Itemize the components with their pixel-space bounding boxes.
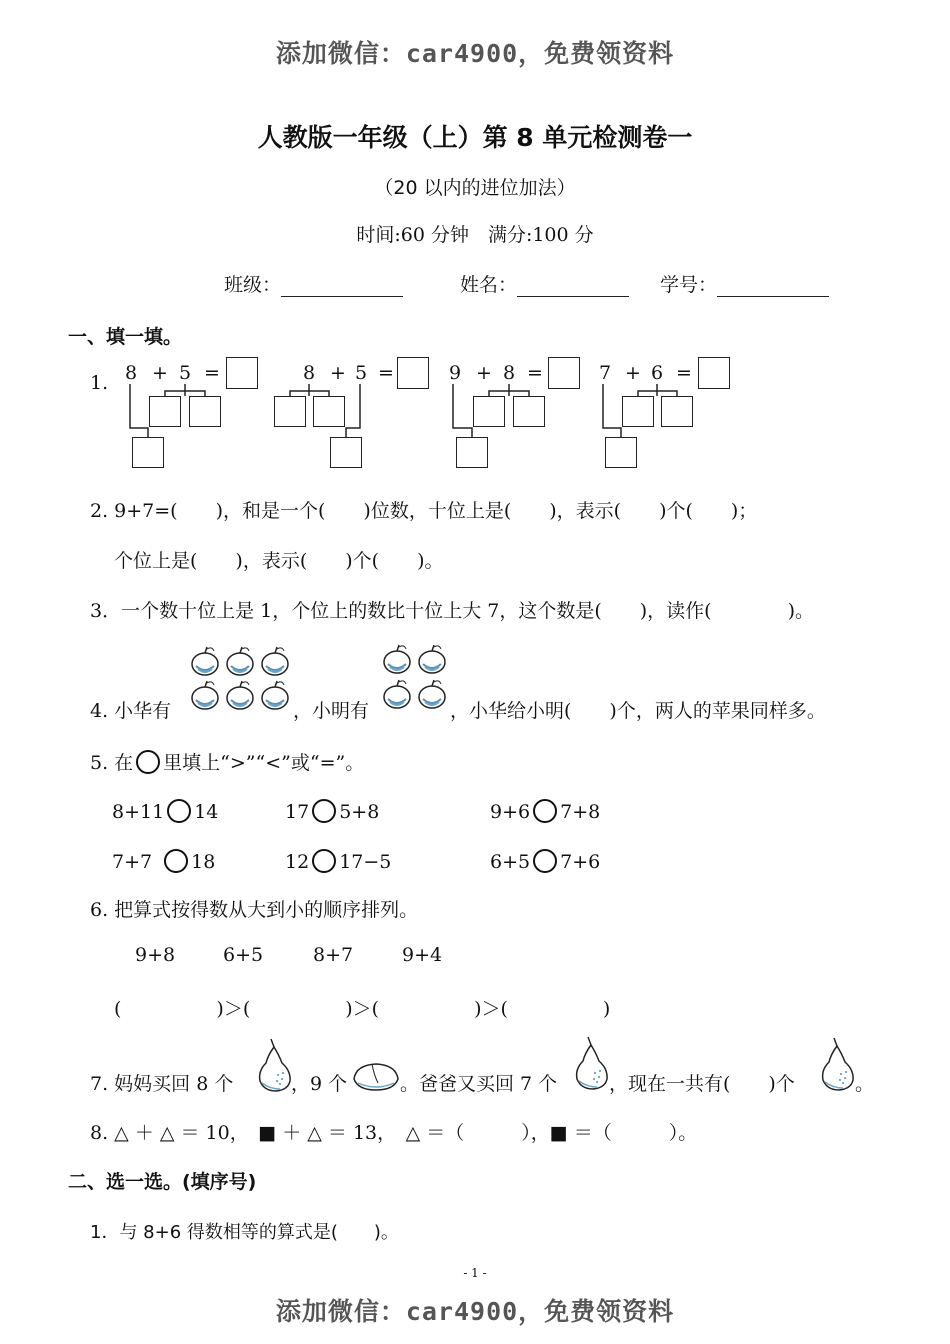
q2-line-2: 个位上是( )，表示( )个( )。 (114, 550, 444, 572)
name-label: 姓名： (460, 274, 518, 296)
q5-right: 18 (191, 851, 216, 873)
q5-right: 5+8 (339, 801, 380, 823)
q1-p4-b: 6 (651, 362, 664, 384)
q5-left: 12 (285, 851, 310, 873)
q5-item (490, 849, 600, 873)
q1-p2-split-box-right[interactable] (313, 396, 345, 427)
circle-icon (136, 750, 160, 774)
q5-right: 7+8 (560, 801, 601, 823)
q8: 8. △ ＋ △ ＝ 10， ■ ＋ △ ＝ 13， △ ＝（ ），■ ＝（ ）。 (90, 1122, 698, 1144)
q5-item (285, 799, 379, 823)
q5-item (285, 849, 391, 873)
q1-p4-op: + (625, 362, 641, 384)
q1-p3-answer-box[interactable] (548, 357, 580, 389)
q5-right: 7+6 (560, 851, 601, 873)
compare-circle[interactable] (164, 849, 188, 873)
q5-item (490, 799, 600, 823)
compare-circle[interactable] (312, 849, 336, 873)
q1-p1-a: 8 (125, 362, 138, 384)
peach-icon (354, 1064, 398, 1090)
q1-p1-eq: = (204, 362, 220, 384)
q7-part-5: 。 (855, 1073, 875, 1095)
q5-right: 17−5 (339, 851, 392, 873)
q1-p3-b: 8 (503, 362, 516, 384)
q1-p1-ten-box[interactable] (132, 437, 164, 468)
pear-icon (260, 1039, 291, 1091)
pear-icon (577, 1037, 608, 1089)
compare-circle[interactable] (533, 849, 557, 873)
student-id-blank[interactable] (717, 276, 829, 297)
q5-prompt-a: 5. 在 (90, 752, 134, 774)
q6-expr: 9+4 (402, 944, 443, 966)
class-field (224, 270, 403, 297)
q1-p1-op: + (152, 362, 168, 384)
q6-order-line: ( )＞( )＞( )＞( ) (114, 998, 611, 1020)
q1-p2-split-box-left[interactable] (274, 396, 306, 427)
compare-circle[interactable] (312, 799, 336, 823)
q1-p3-a: 9 (449, 362, 462, 384)
exam-meta: 时间:60 分钟 满分:100 分 (356, 224, 594, 246)
compare-circle[interactable] (167, 799, 191, 823)
q1-p4-answer-box[interactable] (698, 357, 730, 389)
q5-left: 17 (285, 801, 310, 823)
xiaohua-apples-group (192, 647, 288, 709)
q1-p2-answer-box[interactable] (397, 357, 429, 389)
q1-p3-split-box-left[interactable] (473, 396, 505, 427)
q1-p1-split-box-right[interactable] (189, 396, 221, 427)
q4-mid: ，小明有 (293, 700, 370, 722)
section-1-heading: 一、填一填。 (68, 326, 183, 348)
q7-part-4: ，现在一共有( )个 (609, 1073, 795, 1095)
q7-part-1: 7. 妈妈买回 8 个 (90, 1073, 234, 1095)
name-blank[interactable] (517, 276, 629, 297)
q5-left: 8+11 (112, 801, 165, 823)
q1-number: 1. (90, 372, 109, 394)
watermark-top: 添加微信：car4900，免费领资料 (275, 39, 675, 68)
q1-p3-op: + (476, 362, 492, 384)
q1-p1-b: 5 (179, 362, 192, 384)
q5-prompt (90, 748, 364, 775)
class-blank[interactable] (281, 276, 403, 297)
q5-item (112, 849, 215, 873)
q5-prompt-b: 里填上“>”“<”或“=”。 (163, 752, 365, 774)
q5-left: 9+6 (490, 801, 531, 823)
q6-expr: 6+5 (223, 944, 264, 966)
student-id-label: 学号： (660, 274, 718, 296)
q1-p3-split-box-right[interactable] (513, 396, 545, 427)
q2-line-1: 2. 9+7=( )，和是一个( )位数，十位上是( )，表示( )个( )； (90, 500, 758, 522)
q3: 3．一个数十位上是 1，个位上的数比十位上大 7，这个数是( )，读作( )。 (90, 600, 814, 622)
section-2-q1: 1．与 8+6 得数相等的算式是( )。 (90, 1222, 399, 1243)
q6-prompt: 6. 把算式按得数从大到小的顺序排列。 (90, 899, 419, 921)
q4-prefix: 4. 小华有 (90, 700, 172, 722)
q5-right: 14 (194, 801, 219, 823)
page-subtitle: （20 以内的进位加法） (374, 177, 576, 199)
q1-p1-answer-box[interactable] (226, 357, 258, 389)
q7-part-2: ，9 个 (291, 1073, 348, 1095)
section-2-heading: 二、选一选。(填序号) (68, 1171, 257, 1193)
q1-p2-a: 8 (303, 362, 316, 384)
pear-icon (823, 1038, 854, 1090)
name-field (460, 270, 629, 297)
page-title: 人教版一年级（上）第 8 单元检测卷一 (257, 123, 693, 152)
watermark-bottom: 添加微信：car4900，免费领资料 (275, 1297, 675, 1326)
q1-p4-eq: = (676, 362, 692, 384)
q1-p2-eq: = (378, 362, 394, 384)
q5-left: 7+7 (112, 851, 153, 873)
q1-p4-a: 7 (599, 362, 612, 384)
q1-p1-split-box-left[interactable] (149, 396, 181, 427)
q4-suffix: ，小华给小明( )个，两人的苹果同样多。 (450, 700, 826, 722)
xiaoming-apples-group (384, 645, 445, 708)
q5-left: 6+5 (490, 851, 531, 873)
q1-p2-ten-box[interactable] (330, 437, 362, 468)
q1-p3-eq: = (527, 362, 543, 384)
q1-p2-op: + (330, 362, 346, 384)
q7-part-3: 。爸爸又买回 7 个 (400, 1073, 558, 1095)
page-number: - 1 - (463, 1266, 487, 1280)
q1-p4-ten-box[interactable] (605, 437, 637, 468)
q1-p2-b: 5 (355, 362, 368, 384)
class-label: 班级： (224, 274, 282, 296)
q5-item (112, 799, 218, 823)
q6-expr: 9+8 (135, 944, 176, 966)
q1-p4-split-box-left[interactable] (622, 396, 654, 427)
q1-p4-split-box-right[interactable] (661, 396, 693, 427)
q6-expr: 8+7 (313, 944, 354, 966)
compare-circle[interactable] (533, 799, 557, 823)
q1-p3-ten-box[interactable] (456, 437, 488, 468)
student-id-field (660, 270, 829, 297)
